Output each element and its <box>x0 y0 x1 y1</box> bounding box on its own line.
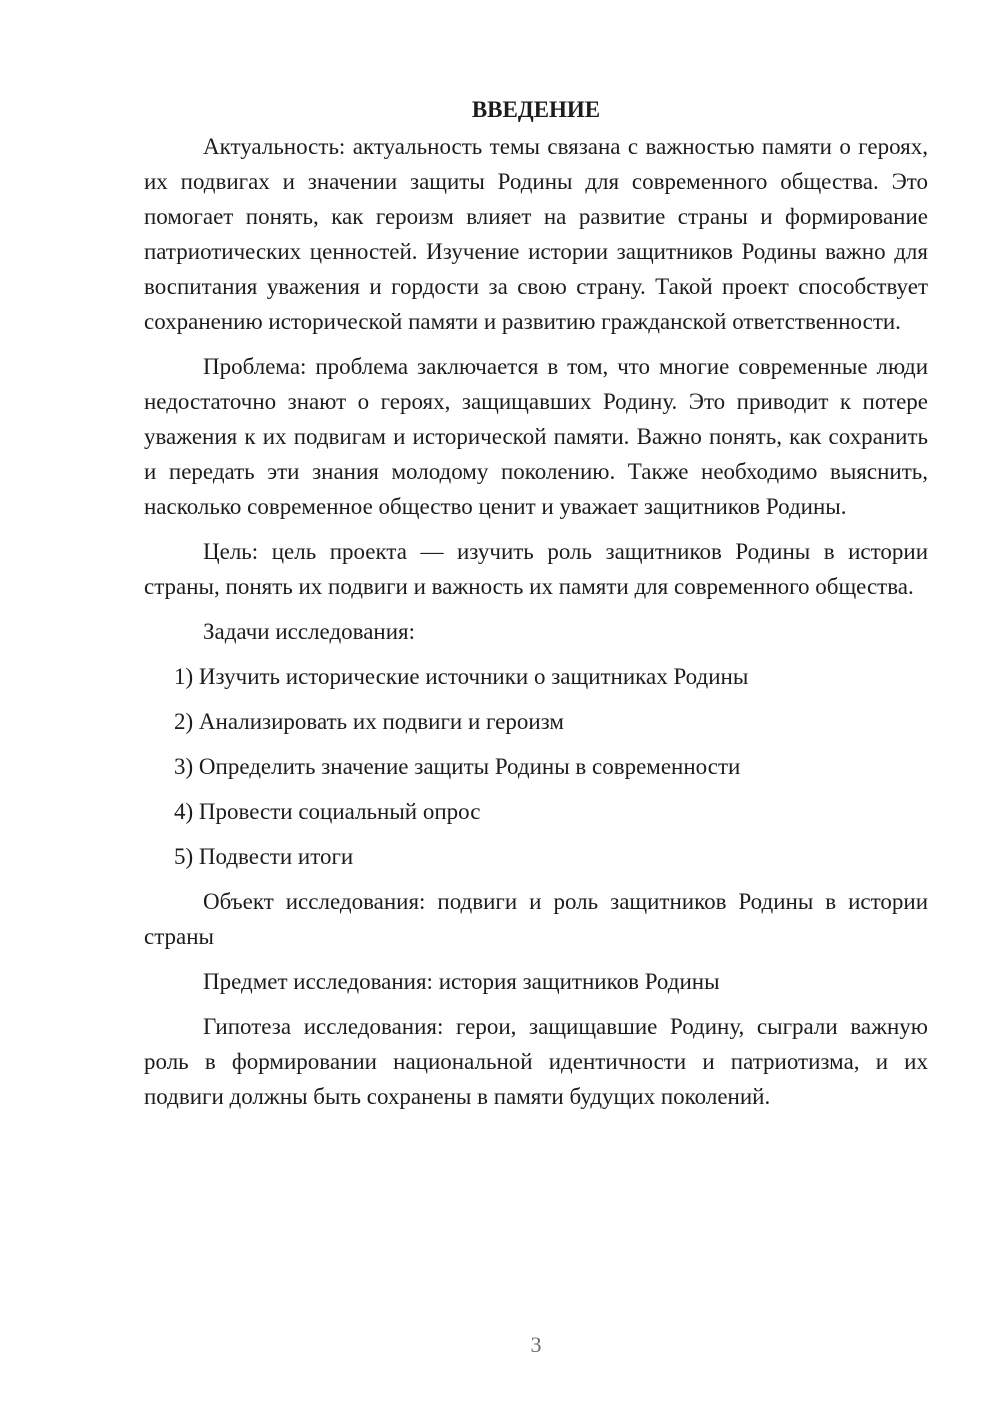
hypothesis-paragraph: Гипотеза исследования: герои, защищавшие Родину, сыграли важную роль в формировании национальной идентичности и патриотизма, и их подвиги должны быть сохранены в памяти будущих поколений. <box>144 1014 928 1109</box>
relevance-paragraph: Актуальность: актуальность темы связана с важностью памяти о героях, их подвигах и значении защиты Родины для современного общества. Это помогает понять, как героизм влияет на развитие страны и формирование патриотических ценностей. Изучение истории защитников Родины важно для воспитания уважения и гордости за свою страну. Такой проект способствует сохранению исторической памяти и развитию гражданской ответственности. <box>144 134 928 334</box>
list-item: 2) Анализировать их подвиги и героизм <box>174 709 564 734</box>
list-item: 4) Провести социальный опрос <box>174 799 481 824</box>
page-number: 3 <box>530 1332 542 1357</box>
problem-paragraph: Проблема: проблема заключается в том, что многие современные люди недостаточно знают о героях, защищавших Родину. Это приводит к потере уважения к их подвигам и исторической памяти. Важно понять, как сохранить и передать эти знания молодому поколению. Также необходимо выяснить, насколько современное общество ценит и уважает защитников Родины. <box>144 354 928 519</box>
list-item: 5) Подвести итоги <box>174 844 354 869</box>
document-page <box>144 92 928 1114</box>
list-item: 1) Изучить исторические источники о защитниках Родины <box>174 664 749 689</box>
object-paragraph: Объект исследования: подвиги и роль защитников Родины в истории страны <box>144 889 928 949</box>
page-title: ВВЕДЕНИЕ <box>471 97 601 122</box>
tasks-heading: Задачи исследования: <box>203 619 416 644</box>
tasks-list <box>144 659 928 874</box>
list-item: 3) Определить значение защиты Родины в современности <box>174 754 741 779</box>
subject-paragraph: Предмет исследования: история защитников Родины <box>203 969 720 994</box>
goal-paragraph: Цель: цель проекта — изучить роль защитников Родины в истории страны, понять их подвиги и важность их памяти для современного общества. <box>144 539 928 599</box>
